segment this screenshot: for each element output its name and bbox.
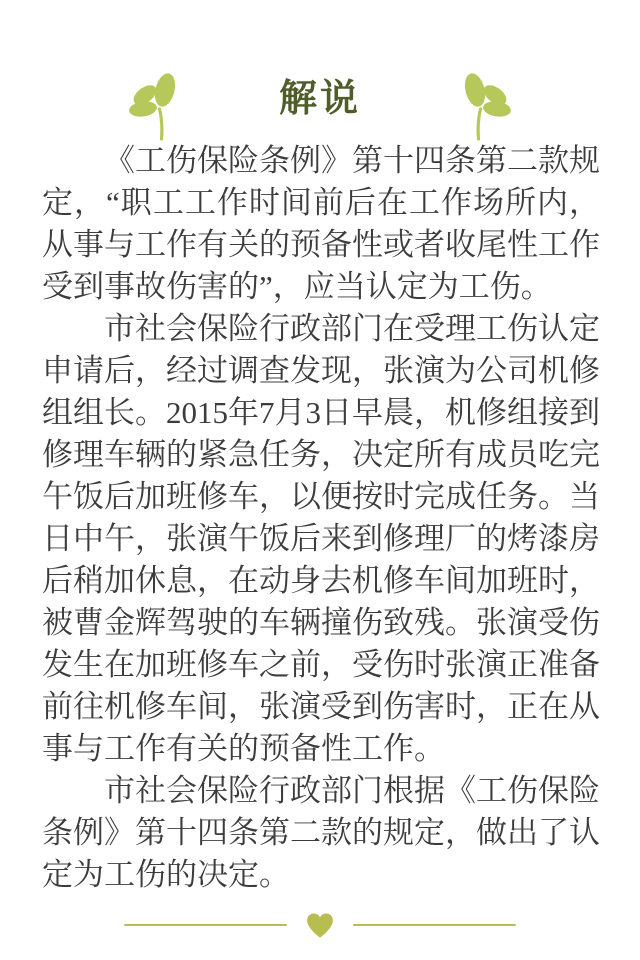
divider-line-left bbox=[124, 924, 287, 926]
footer-divider bbox=[0, 911, 640, 939]
sprout-icon bbox=[449, 69, 511, 141]
sprout-icon bbox=[129, 69, 191, 141]
heart-icon bbox=[305, 912, 335, 939]
paragraph: 《工伤保险条例》第十四条第二款规定，“职工工作时间前后在工作场所内，从事与工作有关的预备性或者收尾性工作受到事故伤害的”，应当认定为工伤。 bbox=[42, 143, 600, 304]
article-body bbox=[42, 140, 600, 896]
divider-line-right bbox=[353, 924, 516, 926]
paragraph: 市社会保险行政部门在受理工伤认定申请后，经过调查发现，张演为公司机修组组长。2015年7月3日早晨，机修组接到修理车辆的紧急任务，决定所有成员吃完午饭后加班修车，以便按时完成任务。当日中午，张演午饭后来到修理厂的烤漆房后稍加休息，在动身去机修车间加班时，被曹金辉驾驶的车辆撞伤致残。张演受伤发生在加班修车之前，受伤时张演正准备前往机修车间，张演受到伤害时，正在从事与工作有关的预备性工作。 bbox=[42, 311, 600, 766]
page-title: 解说 bbox=[278, 78, 361, 120]
paragraph: 市社会保险行政部门根据《工伤保险条例》第十四条第二款的规定，做出了认定为工伤的决定。 bbox=[42, 773, 600, 892]
header bbox=[0, 56, 640, 142]
